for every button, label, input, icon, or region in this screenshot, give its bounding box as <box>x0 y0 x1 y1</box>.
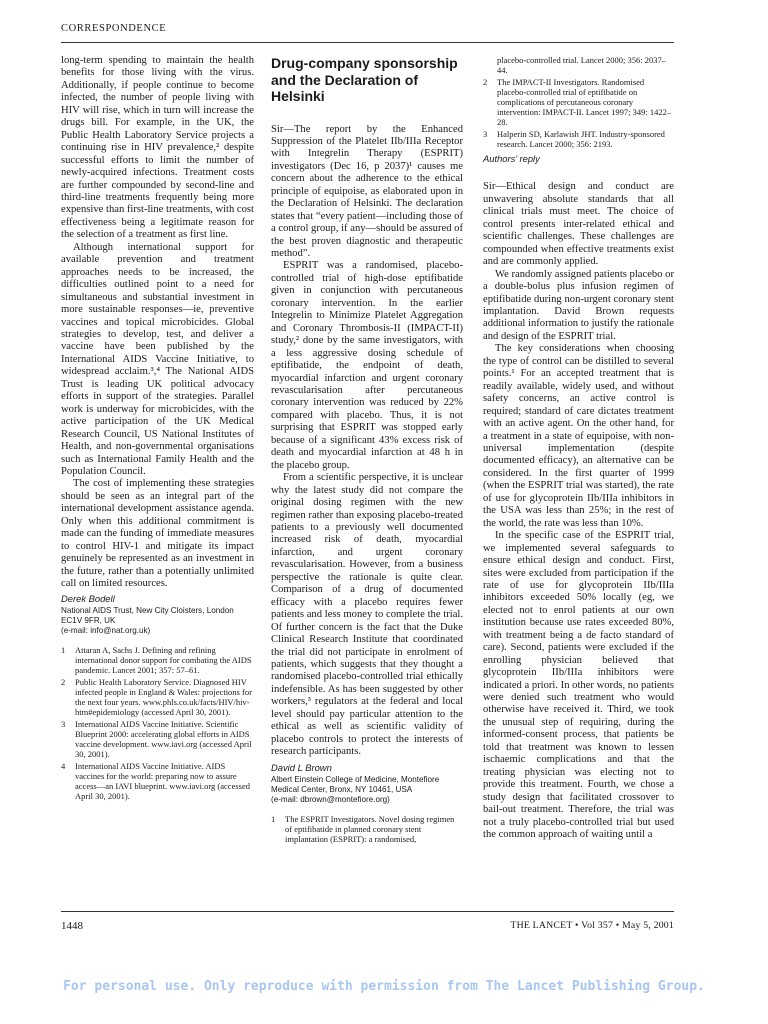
body-paragraph: The key considerations when choosing the type of control can be distilled to several points.¹ For an accepted treatment that is readily available, widely used, and without safety concerns, an active control is required; standard of care dictates treatment with an active agent. On the other hand, for a treatment in a state of equipoise, with non-universal implementation (despite documented efficacy), an alternative can be considered. In the first quarter of 1999 (when the ESPRIT trial was started), the rate of use for glycoprotein IIb/IIIa inhibitors in the USA was less than 25%; in the rest of the world, the rate was less than 10%. <box>483 343 674 529</box>
reference-item <box>483 129 674 149</box>
reference-number: 1 <box>271 813 276 824</box>
journal-citation: THE LANCET • Vol 357 • May 5, 2001 <box>510 920 674 931</box>
body-paragraph: In the specific case of the ESPRIT trial, we implemented several safeguards to ensure ethical design and conduct. First, sites were excluded from participation if the rate of use for glycoprotein IIb/IIIa inhibitors exceeded 50% locally (eg, we elected not to enrol patients at our own institution because use rates exceeded 80%, with treatment being a de facto standard of care). Second, patients were excluded if the enrolling physician believed that glycoprotein IIb/IIIa inhibitors were indicated a priori. In other words, no patients were denied such treatment who would otherwise have received it. Third, we took the unusual step of requiring, during the informed-consent process, that patients be told that treatment was known to lessen ischaemic complications and that the treating physician was electing not to provide this treatment. Fourth, we chose a study design that facilitated crossover to bail-out treatment. Therefore, the trial was not a truly placebo-controlled trial but used the common approach of waiting until a <box>483 530 674 841</box>
reference-text: The ESPRIT Investigators. Novel dosing regimen of eptifibatide in planned coronary stent implantation (ESPRIT): a randomised, <box>285 813 455 844</box>
reference-text: International AIDS Vaccine Initiative. AIDS vaccines for the world: preparing now to assure access—an IAVI blueprint. www.iavi.org (accessed April 30, 2001). <box>75 761 250 802</box>
reference-item <box>61 645 254 675</box>
body-paragraph: long-term spending to maintain the health benefits for those living with the virus. Additionally, if people continue to become infected, the number of people living with HIV will rise, which in turn will increase the drugs bill. For example, in the UK, the Public Health Laboratory Service projects a continuing rise in HIV prevalence,² despite successful efforts to limit the number of newly-acquired infections. Treatment costs are further compounded by second-line and third-line treatments frequently being more expensive than first-line treatments, with cost effectiveness being a legitimate reason for the selection of a treatment as first line. <box>61 55 254 241</box>
affiliation-address: National AIDS Trust, New City Cloisters, London EC1V 9FR, UK <box>61 606 234 626</box>
reference-number: 2 <box>61 677 66 688</box>
affiliation-email: (e-mail: dbrown@montefiore.org) <box>271 794 390 804</box>
reference-list <box>61 645 254 801</box>
body-paragraph: From a scientific perspective, it is unclear why the latest study did not compare the original dosing regimen with the new regimen rather than exposing placebo-treated patients to a previously well documented increased risk of death, myocardial infarction, and urgent coronary revascularisation. However, from a business perspective the rationale is quite clear. Comparison of a drug of documented efficacy with a placebo requires fewer patients and less money to complete the trial. Of further concern is the fact that the Duke Clinical Research Institute that coordinated the trial did not participate in enrolment of patients, which suggests that they thought a randomised placebo-controlled trial ethically indefensible. As has been suggested by other workers,³ regulators at the federal and local level should pay particular attention to the ethical as well as scientific validity of placebo controls to protect the interests of research participants. <box>271 472 463 758</box>
reference-item <box>483 77 674 127</box>
page-number: 1448 <box>61 920 83 932</box>
reference-item <box>61 719 254 759</box>
reference-number: 3 <box>483 129 488 139</box>
reply-heading: Authors’ reply <box>483 153 540 164</box>
reference-number: 3 <box>61 719 66 730</box>
footer-rule <box>61 911 674 912</box>
author-name: Derek Bodell <box>61 593 115 605</box>
reference-item <box>61 761 254 801</box>
reference-text: Halperin SD, Karlawish JHT. Industry-sponsored research. Lancet 2000; 356: 2193. <box>497 129 665 149</box>
left-column <box>61 55 254 803</box>
body-paragraph: ESPRIT was a randomised, placebo-controlled trial of high-dose eptifibatide given in conjunction with percutaneous coronary intervention. In the earlier Integrelin to Minimize Platelet Aggregation and Coronary Thrombosis-II (IMPACT-II) study,² done by the same investigators, with a less aggressive dosing schedule of eptifibatide, the endpoint of death, myocardial infarction and urgent coronary revascularisation after percutaneous coronary intervention was reduced by 22% compared with placebo. Thus, it is not surprising that ESPRIT was stopped early because of a significant 43% excess risk of death and myocardial infarction at 48 h in the placebo group. <box>271 260 463 471</box>
reference-item <box>483 55 674 75</box>
reference-item <box>271 814 463 844</box>
body-paragraph: We randomly assigned patients placebo or a double-bolus plus infusion regimen of eptifibatide during non-urgent coronary stent implantation. David Brown requests additional information to justify the rationale and design of the ESPRIT trial. <box>483 268 674 342</box>
reference-number: 1 <box>61 645 66 656</box>
reference-list-continued <box>483 55 674 149</box>
reference-text: placebo-controlled trial. Lancet 2000; 356: 2037–44. <box>497 55 667 75</box>
article-title: Drug-company sponsorship and the Declaration of Helsinki <box>271 55 458 104</box>
reference-number: 4 <box>61 761 66 772</box>
author-affiliation <box>271 775 463 805</box>
reference-text: Public Health Laboratory Service. Diagnosed HIV infected people in England & Wales: projections for the next four years. www.phls.co.uk/facts/HIV/hiv-htm#epidemiology (accessed April 30, 2001). <box>75 677 252 718</box>
running-head: CORRESPONDENCE <box>61 23 167 34</box>
header-rule <box>61 42 674 43</box>
middle-column <box>271 55 463 846</box>
body-paragraph: Although international support for available prevention and treatment approaches needs to be increased, the difficulties outlined point to a need for simultaneous and substantial investment in more sustainable responses—ie, preventive vaccines and topical microbicides. Global strategies to develop, test, and deliver a vaccine have been published by the International AIDS Vaccine Initiative, to widespread acclaim.³,⁴ The National AIDS Trust is leading UK political advocacy efforts in support of the strategies. Parallel work is underway for microbicides, with the active participation of the UK Medical Research Council, US National Institutes of Health, and non-governmental organisations such as International Family Health and the Population Council. <box>61 241 254 477</box>
reference-text: Attaran A, Sachs J. Defining and refining international donor support for combating the AIDS pandemic. Lancet 2001; 357: 57–61. <box>75 645 252 676</box>
body-paragraph: Sir—Ethical design and conduct are unwavering absolute standards that all clinical trials must meet. The choice of control presents inter-related ethical and scientific challenges. These challenges are compounded when effective treatments exist and are commonly applied. <box>483 181 674 268</box>
body-paragraph: The cost of implementing these strategies should be seen as an integral part of the international development assistance agenda. Only when this additional commitment is made can the funding of immediate measures to control HIV-1 and mitigate its impact genuinely be represented as an investment in the future, rather than a potentially unlimited call on limited resources. <box>61 478 254 590</box>
author-name: David L Brown <box>271 761 332 773</box>
right-column <box>483 55 674 841</box>
author-affiliation <box>61 606 254 636</box>
affiliation-email: (e-mail: info@nat.org.uk) <box>61 626 151 636</box>
reference-text: International AIDS Vaccine Initiative. Scientific Blueprint 2000: accelerating global efforts in AIDS vaccine development. www.iavi.org (accessed April 30, 2001). <box>75 719 252 760</box>
reference-text: The IMPACT-II Investigators. Randomised placebo-controlled trial of eptifibatide on complications of percutaneous coronary intervention: IMPACT-II. Lancet 1997; 349: 1422–28. <box>497 77 672 127</box>
affiliation-address: Albert Einstein College of Medicine, Montefiore Medical Center, Bronx, NY 10461, USA <box>271 774 440 794</box>
reference-item <box>61 677 254 717</box>
reference-number: 2 <box>483 77 488 87</box>
body-paragraph: Sir—The report by the Enhanced Suppression of the Platelet IIb/IIIa Receptor with Integrelin Therapy (ESPRIT) investigators (Dec 16, p 2037)¹ causes me concern about the adherence to the ethical principle of equipoise, as elaborated upon in the Declaration of Helsinki. The declaration states that “every patient—including those of a control group, if any—should be assured of the best proven diagnostic and therapeutic method”. <box>271 123 463 260</box>
reference-list <box>271 814 463 844</box>
permission-watermark: For personal use. Only reproduce with permission from The Lancet Publishing Group. <box>63 979 705 994</box>
